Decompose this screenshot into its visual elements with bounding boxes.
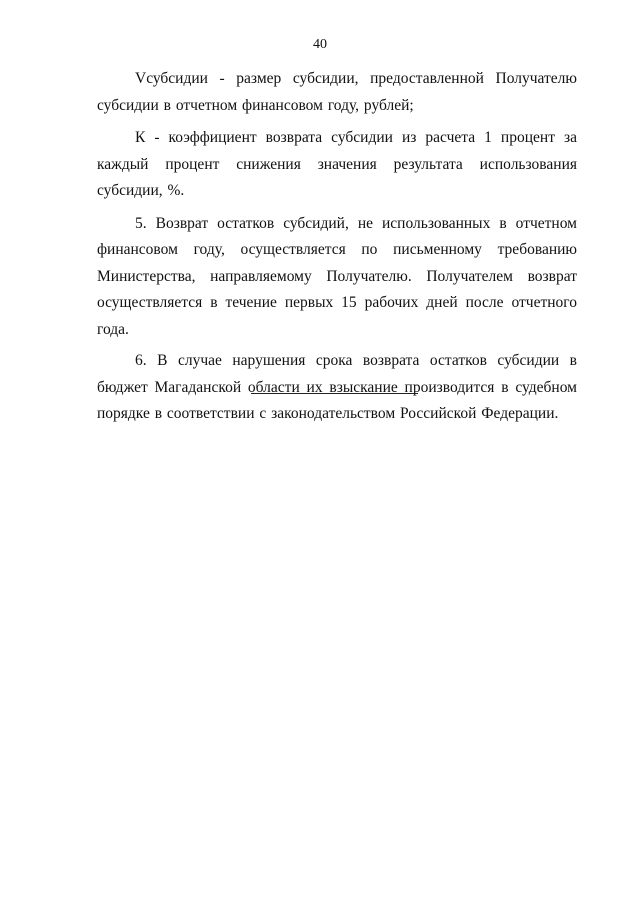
paragraph-k-coefficient-definition: К - коэффициент возврата субсидии из расчета 1 процент за каждый процент снижения значения результата использования субсидии, %. [97,129,577,199]
document-body [97,66,577,434]
paragraph-clause-6: 6. В случае нарушения срока возврата остатков субсидии в бюджет Магаданской области их взыскание производится в судебном порядке в соответствии с законодательством Российской Федерации. [97,352,577,422]
paragraph-vsubsidy-definition: Vсубсидии - размер субсидии, предоставленной Получателю субсидии в отчетном финансовом году, рублей; [97,70,577,114]
paragraph-clause-5: 5. Возврат остатков субсидий, не использованных в отчетном финансовом году, осуществляется по письменному требованию Министерства, направляемому Получателю. Получателем возврат осуществляется в течение первых 15 рабочих дней после отчетного года. [97,214,577,338]
end-of-text-divider [251,393,418,394]
page-number: 40 [313,37,327,52]
